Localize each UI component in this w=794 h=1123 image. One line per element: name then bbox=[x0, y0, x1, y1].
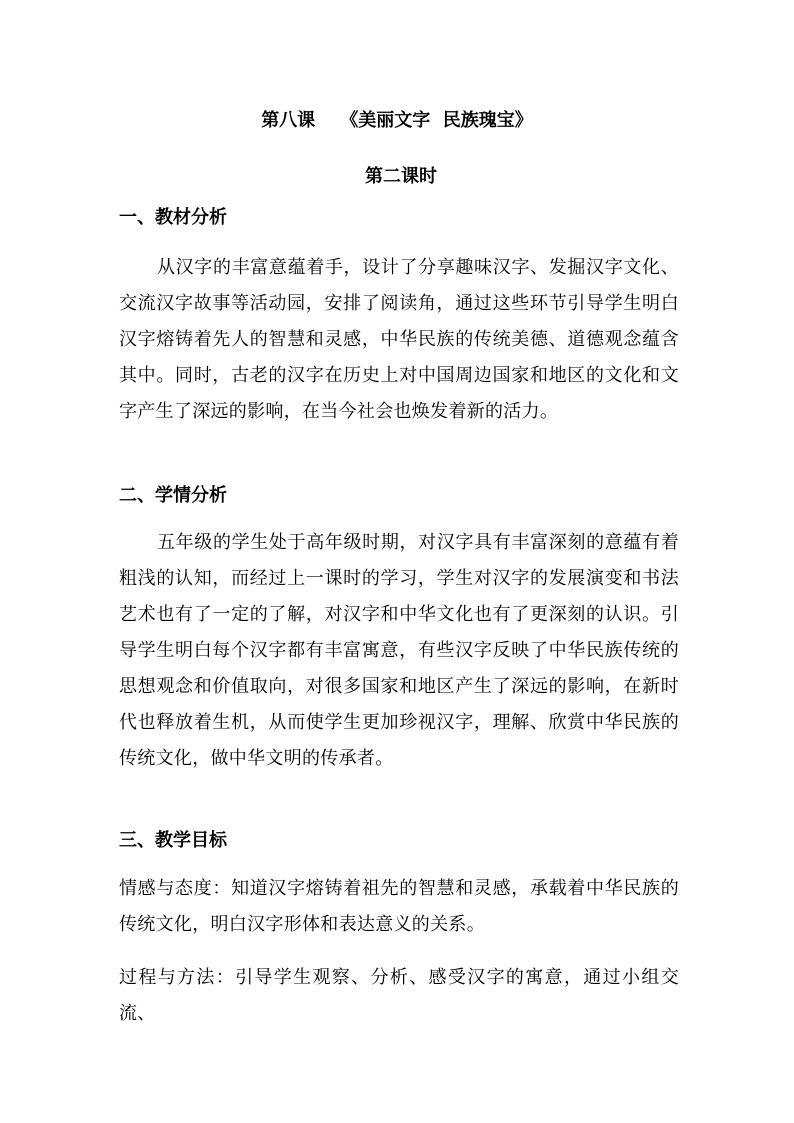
section-heading-teaching-goals: 三、教学目标 bbox=[119, 830, 227, 851]
lesson-subtitle: 第二课时 bbox=[365, 166, 437, 187]
paragraph-goal-process-method: 过程与方法：引导学生观察、分析、感受汉字的寓意，通过小组交流、 bbox=[119, 967, 679, 1024]
paragraph-goal-emotion-attitude: 情感与态度：知道汉字熔铸着祖先的智慧和灵感，承载着中华民族的传统文化，明白汉字形体和表达意义的关系。 bbox=[119, 878, 679, 935]
section-heading-student-analysis: 二、学情分析 bbox=[119, 485, 227, 506]
lesson-title: 第八课 《美丽文字 民族瑰宝》 bbox=[261, 110, 533, 131]
section-heading-textbook-analysis: 一、教材分析 bbox=[119, 207, 227, 228]
paragraph-student-analysis: 五年级的学生处于高年级时期，对汉字具有丰富深刻的意蕴有着粗浅的认知，而经过上一课时的学习，学生对汉字的发展演变和书法艺术也有了一定的了解，对汉字和中华文化也有了更深刻的认识。引导学生明白每个汉字都有丰富寓意，有些汉字反映了中华民族传统的思想观念和价值取向，对很多国家和地区产生了深远的影响，在新时代也释放着生机，从而使学生更加珍视汉字，理解、欣赏中华民族的传统文化，做中华文明的传承者。 bbox=[119, 532, 679, 769]
paragraph-textbook-analysis: 从汉字的丰富意蕴着手，设计了分享趣味汉字、发掘汉字文化、交流汉字故事等活动园，安排了阅读角，通过这些环节引导学生明白汉字熔铸着先人的智慧和灵感，中华民族的传统美德、道德观念蕴含其中。同时，古老的汉字在历史上对中国周边国家和地区的文化和文字产生了深远的影响，在当今社会也焕发着新的活力。 bbox=[119, 257, 679, 422]
